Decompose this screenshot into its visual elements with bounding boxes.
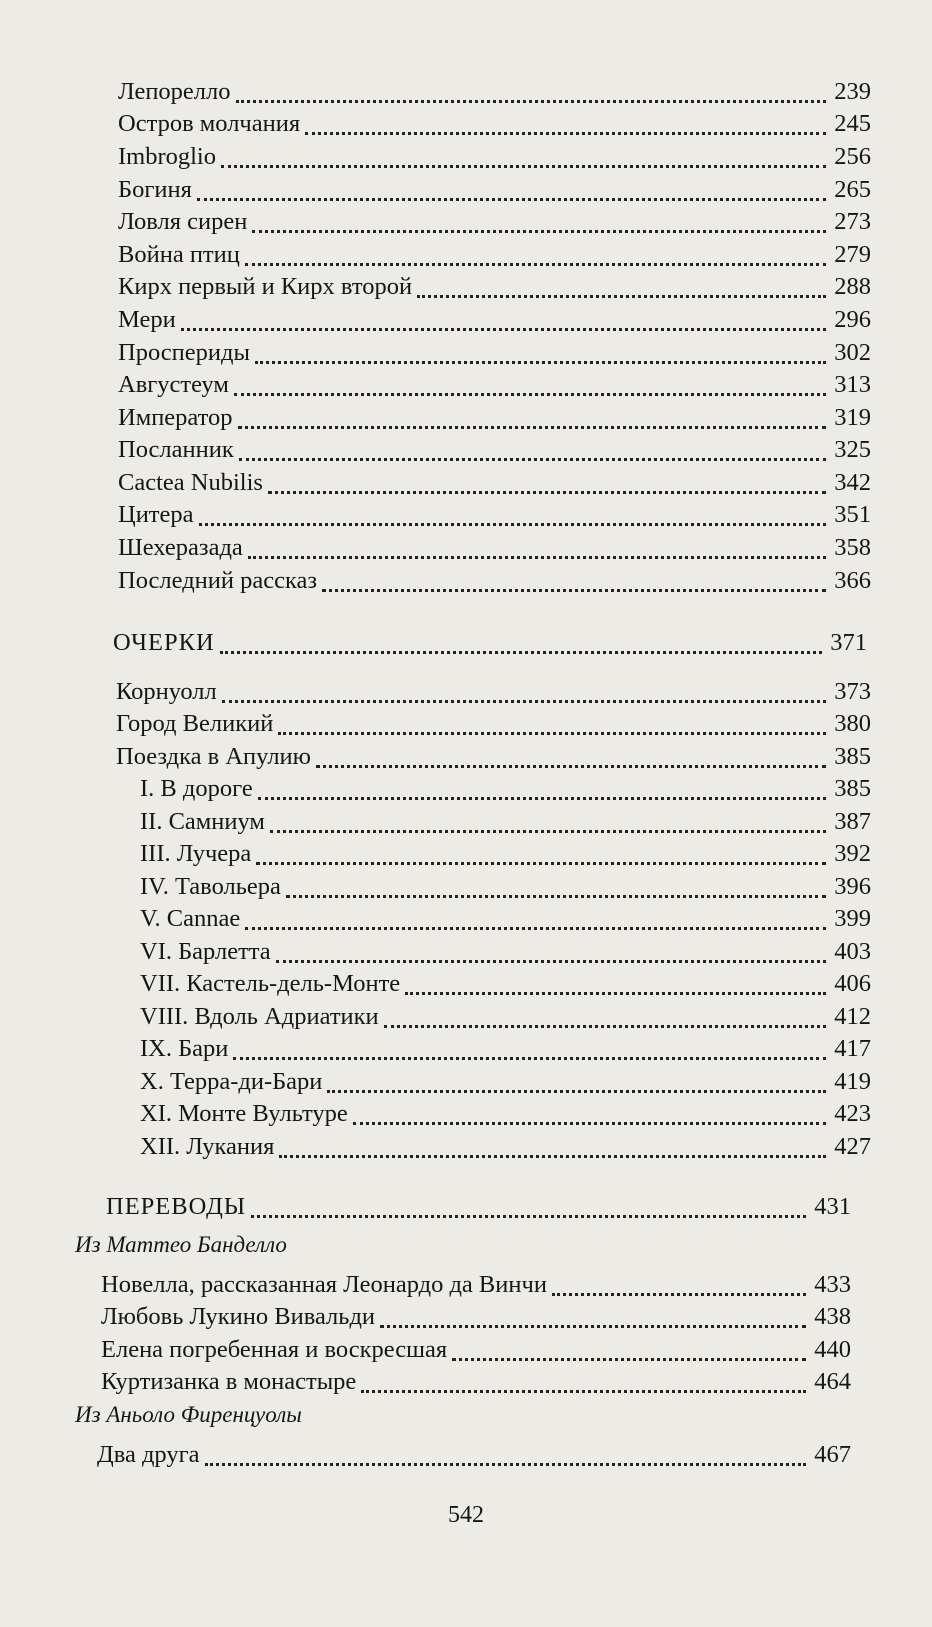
entry-title: Ловля сирен: [118, 208, 248, 235]
entry-title: Августеум: [118, 371, 229, 398]
dot-leader: [233, 1057, 826, 1060]
toc-entry[interactable]: [118, 498, 871, 532]
entry-page: 440: [814, 1336, 851, 1363]
dot-leader: [276, 960, 827, 963]
toc-entry[interactable]: [118, 238, 871, 272]
dot-leader: [452, 1358, 806, 1361]
entry-title: Война птиц: [118, 241, 240, 268]
dot-leader: [199, 523, 827, 526]
toc-entry[interactable]: [118, 336, 871, 370]
toc-entry[interactable]: [101, 1268, 851, 1302]
toc-entry[interactable]: [118, 401, 871, 435]
entry-page: 279: [834, 241, 871, 268]
entry-title: Куртизанка в монастыре: [101, 1368, 357, 1395]
dot-leader: [245, 263, 826, 266]
dot-leader: [278, 732, 826, 735]
entry-page: 380: [834, 710, 871, 737]
toc-entry[interactable]: [97, 1438, 851, 1472]
toc-entry[interactable]: [116, 675, 871, 709]
author-heading: Из Маттео Банделло: [75, 1232, 287, 1257]
dot-leader: [322, 589, 826, 592]
author-heading: Из Аньоло Фиренцуолы: [75, 1402, 302, 1427]
toc-entry[interactable]: [118, 531, 871, 565]
entry-title: V. Cannae: [140, 905, 241, 932]
entry-title: Любовь Лукино Вивальди: [101, 1303, 376, 1330]
toc-entry[interactable]: [118, 107, 871, 141]
entry-page: 433: [814, 1271, 851, 1298]
dot-leader: [552, 1293, 806, 1296]
entry-title: Новелла, рассказанная Леонардо да Винчи: [101, 1271, 547, 1298]
dot-leader: [384, 1025, 827, 1028]
entry-title: Остров молчания: [118, 110, 301, 137]
dot-leader: [268, 491, 826, 494]
toc-entry[interactable]: [116, 740, 871, 774]
entry-title: VII. Кастель-дель-Монте: [140, 970, 401, 997]
toc-entry[interactable]: [118, 270, 871, 304]
entry-page: 351: [834, 501, 871, 528]
dot-leader: [361, 1390, 806, 1393]
entry-title: Лепорелло: [118, 78, 231, 105]
dot-leader: [405, 992, 826, 995]
entry-page: 392: [834, 840, 871, 867]
entry-page: 438: [814, 1303, 851, 1330]
dot-leader: [238, 426, 827, 429]
entry-page: 273: [834, 208, 871, 235]
page-number: 542: [448, 1502, 484, 1528]
entry-page: 431: [814, 1193, 851, 1220]
entry-page: 371: [830, 629, 867, 656]
toc-entry[interactable]: [118, 173, 871, 207]
entry-page: 313: [834, 371, 871, 398]
entry-page: 464: [814, 1368, 851, 1395]
entry-title: VIII. Вдоль Адриатики: [140, 1003, 379, 1030]
dot-leader: [221, 165, 826, 168]
entry-page: 325: [834, 436, 871, 463]
entry-title: Посланник: [118, 436, 234, 463]
entry-page: 265: [834, 176, 871, 203]
dot-leader: [251, 1215, 806, 1218]
entry-page: 319: [834, 404, 871, 431]
toc-subentry[interactable]: [140, 1032, 871, 1066]
dot-leader: [258, 797, 827, 800]
entry-page: 256: [834, 143, 871, 170]
entry-title: X. Терра-ди-Бари: [140, 1068, 323, 1095]
dot-leader: [286, 895, 826, 898]
toc-entry[interactable]: [101, 1333, 851, 1367]
toc-entry[interactable]: [118, 75, 871, 109]
entry-title: VI. Барлетта: [140, 938, 271, 965]
entry-title: Поездка в Апулию: [116, 743, 311, 770]
section-title: ПЕРЕВОДЫ: [106, 1193, 247, 1220]
entry-title: XII. Лукания: [140, 1133, 275, 1160]
toc-entry[interactable]: [118, 140, 871, 174]
toc-entry[interactable]: [118, 433, 871, 467]
toc-subentry[interactable]: [140, 1130, 871, 1164]
toc-subentry[interactable]: [140, 870, 871, 904]
toc-subentry[interactable]: [140, 837, 871, 871]
entry-title: Проспериды: [118, 339, 250, 366]
entry-title: Imbroglio: [118, 143, 216, 170]
dot-leader: [255, 361, 826, 364]
entry-page: 385: [834, 743, 871, 770]
entry-title: Шехеразада: [118, 534, 243, 561]
entry-title: Богиня: [118, 176, 192, 203]
entry-page: 373: [834, 678, 871, 705]
dot-leader: [316, 765, 826, 768]
entry-page: 366: [834, 567, 871, 594]
dot-leader: [327, 1090, 826, 1093]
entry-title: XI. Монте Вультуре: [140, 1100, 348, 1127]
entry-title: IX. Бари: [140, 1035, 229, 1062]
entry-title: Последний рассказ: [118, 567, 318, 594]
entry-title: III. Лучера: [140, 840, 252, 867]
toc-subentry[interactable]: [140, 805, 871, 839]
entry-page: 239: [834, 78, 871, 105]
entry-title: I. В дороге: [140, 775, 253, 802]
entry-page: 296: [834, 306, 871, 333]
dot-leader: [305, 132, 826, 135]
toc-subentry[interactable]: [140, 772, 871, 806]
entry-page: 467: [814, 1441, 851, 1468]
toc-subentry[interactable]: [140, 935, 871, 969]
toc-subentry[interactable]: [140, 1065, 871, 1099]
dot-leader: [380, 1325, 806, 1328]
toc-subentry[interactable]: [140, 902, 871, 936]
dot-leader: [252, 230, 826, 233]
dot-leader: [239, 458, 826, 461]
dot-leader: [279, 1155, 826, 1158]
entry-page: 358: [834, 534, 871, 561]
toc-section[interactable]: [106, 1190, 851, 1224]
dot-leader: [236, 100, 827, 103]
entry-page: 288: [834, 273, 871, 300]
entry-title: IV. Тавольера: [140, 873, 281, 900]
entry-title: Город Великий: [116, 710, 274, 737]
dot-leader: [220, 651, 823, 654]
entry-page: 385: [834, 775, 871, 802]
entry-page: 412: [834, 1003, 871, 1030]
dot-leader: [417, 295, 826, 298]
dot-leader: [256, 862, 826, 865]
entry-title: Cactea Nubilis: [118, 469, 263, 496]
dot-leader: [197, 198, 826, 201]
dot-leader: [353, 1122, 826, 1125]
toc-entry[interactable]: [101, 1365, 851, 1399]
entry-page: 419: [834, 1068, 871, 1095]
toc-entry[interactable]: [118, 564, 871, 598]
section-title: ОЧЕРКИ: [113, 629, 215, 656]
dot-leader: [205, 1463, 807, 1466]
toc-entry[interactable]: [118, 466, 871, 500]
toc-subentry[interactable]: [140, 1000, 871, 1034]
entry-title: Мери: [118, 306, 176, 333]
entry-page: 417: [834, 1035, 871, 1062]
toc-entry[interactable]: [101, 1300, 851, 1334]
entry-title: Елена погребенная и воскресшая: [101, 1336, 448, 1363]
toc-entry[interactable]: [118, 205, 871, 239]
dot-leader: [270, 830, 826, 833]
dot-leader: [234, 393, 826, 396]
dot-leader: [181, 328, 827, 331]
entry-title: II. Самниум: [140, 808, 265, 835]
entry-page: 245: [834, 110, 871, 137]
entry-title: Цитера: [118, 501, 194, 528]
toc-entry[interactable]: [118, 368, 871, 402]
entry-page: 403: [834, 938, 871, 965]
entry-title: Два друга: [97, 1441, 200, 1468]
entry-title: Корнуолл: [116, 678, 217, 705]
toc-subentry[interactable]: [140, 1097, 871, 1131]
entry-page: 342: [834, 469, 871, 496]
entry-page: 406: [834, 970, 871, 997]
entry-page: 427: [834, 1133, 871, 1160]
toc-subentry[interactable]: [140, 967, 871, 1001]
toc-entry[interactable]: [118, 303, 871, 337]
dot-leader: [222, 700, 826, 703]
entry-page: 396: [834, 873, 871, 900]
entry-page: 423: [834, 1100, 871, 1127]
dot-leader: [248, 556, 826, 559]
dot-leader: [245, 927, 826, 930]
toc-entry[interactable]: [116, 707, 871, 741]
toc-section[interactable]: [113, 626, 867, 660]
entry-page: 302: [834, 339, 871, 366]
entry-title: Кирх первый и Кирх второй: [118, 273, 413, 300]
entry-page: 399: [834, 905, 871, 932]
entry-title: Император: [118, 404, 233, 431]
entry-page: 387: [834, 808, 871, 835]
